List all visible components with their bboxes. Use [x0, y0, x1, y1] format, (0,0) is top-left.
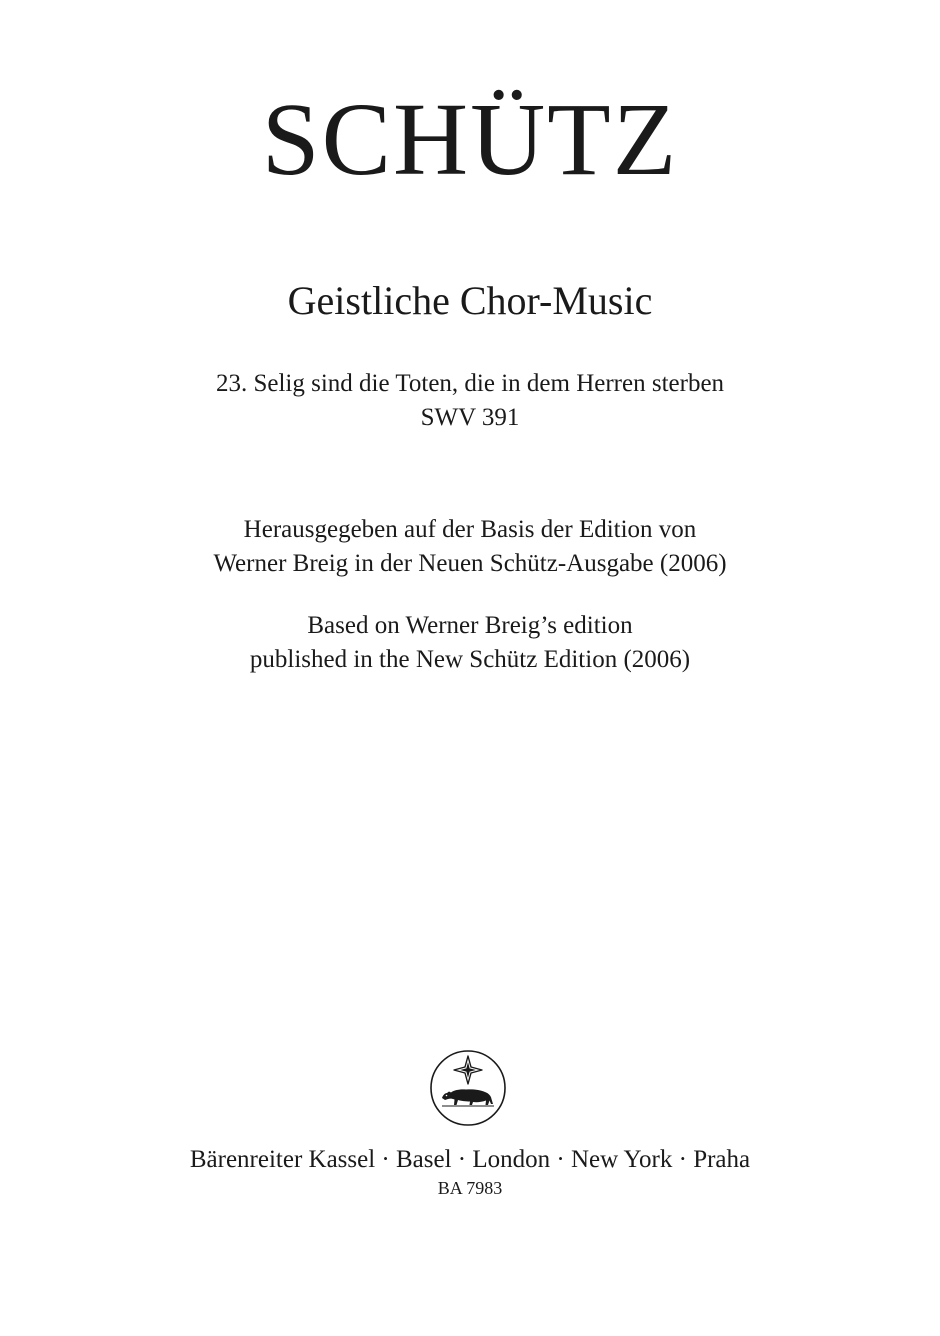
work-title: Geistliche Chor-Music [287, 278, 653, 323]
edition-note-english-line-2: published in the New Schütz Edition (2006) [249, 646, 691, 673]
edition-note-german-line-2: Werner Breig in der Neuen Schütz-Ausgabe (2006) [213, 550, 727, 577]
composer-name: SCHÜTZ [261, 82, 679, 197]
edition-note-german-line-1: Herausgegeben auf der Basis der Edition von [243, 516, 697, 543]
edition-note-english-line-1: Based on Werner Breig’s edition [307, 612, 633, 639]
publisher-locations: Bärenreiter Kassel · Basel · London · New York · Praha [189, 1146, 751, 1173]
catalog-number: SWV 391 [420, 404, 520, 431]
piece-title: 23. Selig sind die Toten, die in dem Herren sterben [215, 370, 725, 397]
baerenreiter-bear-star-logo-icon [428, 1048, 508, 1128]
order-number: BA 7983 [437, 1178, 503, 1198]
